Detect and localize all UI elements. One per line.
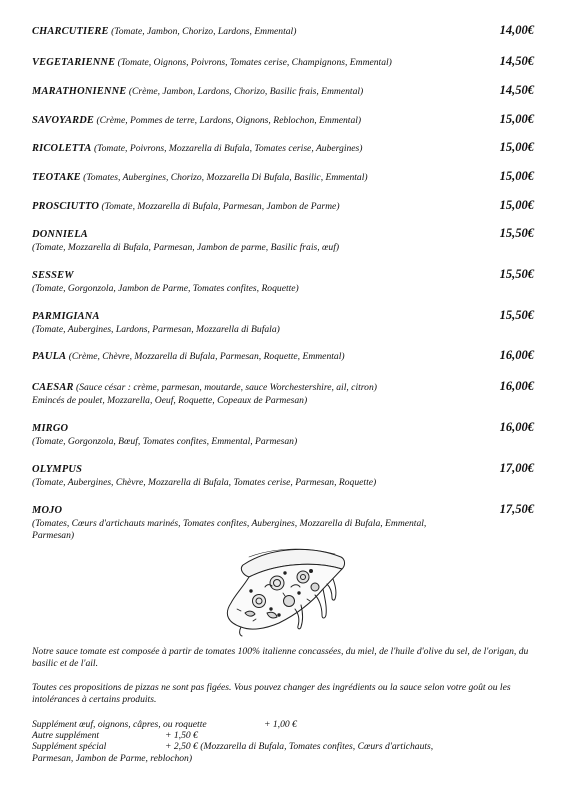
supplement-row — [32, 741, 537, 752]
supplement-row — [32, 730, 537, 741]
menu-item — [32, 420, 534, 448]
pizza-price: 15,50€ — [499, 226, 534, 240]
pizza-ingredients: (Tomate, Mozzarella di Bufala, Parmesan, Jambon de parme, Basilic frais, œuf) — [32, 241, 340, 253]
pizza-name: RICOLETTA — [32, 143, 92, 154]
pizza-price: 14,50€ — [499, 83, 534, 97]
menu-item — [32, 198, 534, 214]
menu-item — [32, 379, 534, 407]
supplement-label: Supplément œuf, oignons, câpres, ou roquette — [32, 719, 207, 730]
pizza-ingredients: (Tomate, Gorgonzola, Jambon de Parme, Tomates confites, Roquette) — [32, 282, 299, 294]
pizza-price: 17,50€ — [499, 502, 534, 516]
supplement-row — [32, 753, 537, 764]
supplement-row — [32, 719, 537, 730]
pizza-price: 16,00€ — [499, 348, 534, 362]
pizza-name: PROSCIUTTO — [32, 201, 100, 212]
pizza-price: 17,00€ — [499, 461, 534, 475]
pizza-name: OLYMPUS — [32, 464, 83, 475]
pizza-ingredients-cont: Parmesan) — [32, 530, 75, 541]
supplement-label: Autre supplément — [32, 730, 100, 742]
supplement-price: + 2,50 € (Mozzarella di Bufala, Tomates confites, Cœurs d'artichauts, — [165, 741, 434, 753]
pizza-ingredients: (Tomate, Poivrons, Mozzarella di Bufala, Tomates cerise, Aubergines) — [93, 143, 363, 154]
pizza-ingredients: (Tomate, Aubergines, Chèvre, Mozzarella di Bufala, Tomates cerise, Parmesan, Roquette) — [32, 476, 377, 488]
pizza-ingredients: (Tomate, Mozzarella di Bufala, Parmesan, Jambon de Parme) — [101, 201, 340, 212]
menu-item — [32, 308, 534, 336]
pizza-name: CAESAR — [32, 382, 74, 393]
pizza-name: VEGETARIENNE — [32, 57, 116, 68]
pizza-ingredients: (Tomate, Aubergines, Lardons, Parmesan, Mozzarella di Bufala) — [32, 323, 280, 335]
supplement-price: + 1,00 € — [264, 719, 297, 730]
menu-item — [32, 112, 534, 128]
pizza-price: 15,50€ — [499, 308, 534, 322]
pizza-name: SESSEW — [32, 270, 74, 281]
pizza-price: 15,00€ — [499, 198, 534, 212]
supplements-list — [32, 719, 537, 764]
pizza-price: 15,00€ — [499, 169, 534, 183]
pizza-price: 16,00€ — [499, 379, 534, 393]
menu-item — [32, 348, 534, 364]
pizza-price: 14,00€ — [499, 23, 534, 37]
supplement-label: Parmesan, Jambon de Parme, reblochon) — [32, 752, 193, 764]
sauce-note: Notre sauce tomate est composée à partir de tomates 100% italienne concassées, du miel, de l'huile d'olive du sel, de l'origan, du basilic et de l'ail. — [32, 646, 529, 670]
pizza-ingredients: (Crème, Pommes de terre, Lardons, Oignons, Reblochon, Emmental) — [96, 115, 362, 126]
pizza-price: 15,00€ — [499, 140, 534, 154]
pizza-name: DONNIELA — [32, 229, 88, 240]
pizza-name: MIRGO — [32, 423, 69, 434]
pizza-name: PARMIGIANA — [32, 311, 100, 322]
supplement-label: Supplément spécial — [32, 741, 107, 753]
pizza-ingredients: (Tomate, Jambon, Chorizo, Lardons, Emmental) — [111, 26, 297, 37]
pizza-name: MOJO — [32, 505, 63, 516]
pizza-ingredients: (Crème, Chèvre, Mozzarella di Bufala, Parmesan, Roquette, Emmental) — [68, 351, 345, 362]
menu-item — [32, 461, 534, 489]
pizza-price: 16,00€ — [499, 420, 534, 434]
pizza-ingredients: (Tomate, Oignons, Poivrons, Tomates cerise, Champignons, Emmental) — [117, 57, 392, 68]
pizza-slice-icon — [215, 543, 350, 638]
customization-note: Toutes ces propositions de pizzas ne sont pas figées. Vous pouvez changer des ingrédients ou la sauce selon votre goût ou les intolérances à certains produits. — [32, 682, 511, 706]
pizza-ingredients: (Tomates, Cœurs d'artichauts marinés, Tomates confites, Aubergines, Mozzarella di Bufala, Emmental, — [32, 517, 427, 529]
menu-item — [32, 140, 534, 156]
pizza-ingredients: (Tomates, Aubergines, Chorizo, Mozzarella Di Bufala, Basilic, Emmental) — [83, 172, 368, 183]
pizza-ingredients: (Crème, Jambon, Lardons, Chorizo, Basilic frais, Emmental) — [128, 86, 364, 97]
menu-item — [32, 169, 534, 185]
supplement-price: + 1,50 € — [165, 730, 198, 742]
pizza-name: PAULA — [32, 351, 67, 362]
menu-item — [32, 83, 534, 99]
menu-item — [32, 226, 534, 254]
pizza-price: 14,50€ — [499, 54, 534, 68]
menu-item — [32, 502, 534, 543]
menu-item — [32, 23, 534, 39]
menu-item — [32, 267, 534, 295]
pizza-name: MARATHONIENNE — [32, 86, 127, 97]
pizza-name: TEOTAKE — [32, 172, 81, 183]
pizza-name: CHARCUTIERE — [32, 26, 109, 37]
pizza-ingredients-cont: Emincés de poulet, Mozzarella, Oeuf, Roquette, Copeaux de Parmesan) — [32, 394, 308, 406]
pizza-ingredients: (Sauce césar : crème, parmesan, moutarde, sauce Worchestershire, ail, citron) — [76, 382, 377, 393]
pizza-price: 15,50€ — [499, 267, 534, 281]
menu-item — [32, 54, 534, 70]
pizza-name: SAVOYARDE — [32, 115, 95, 126]
pizza-price: 15,00€ — [499, 112, 534, 126]
pizza-ingredients: (Tomate, Gorgonzola, Bœuf, Tomates confites, Emmental, Parmesan) — [32, 435, 298, 447]
